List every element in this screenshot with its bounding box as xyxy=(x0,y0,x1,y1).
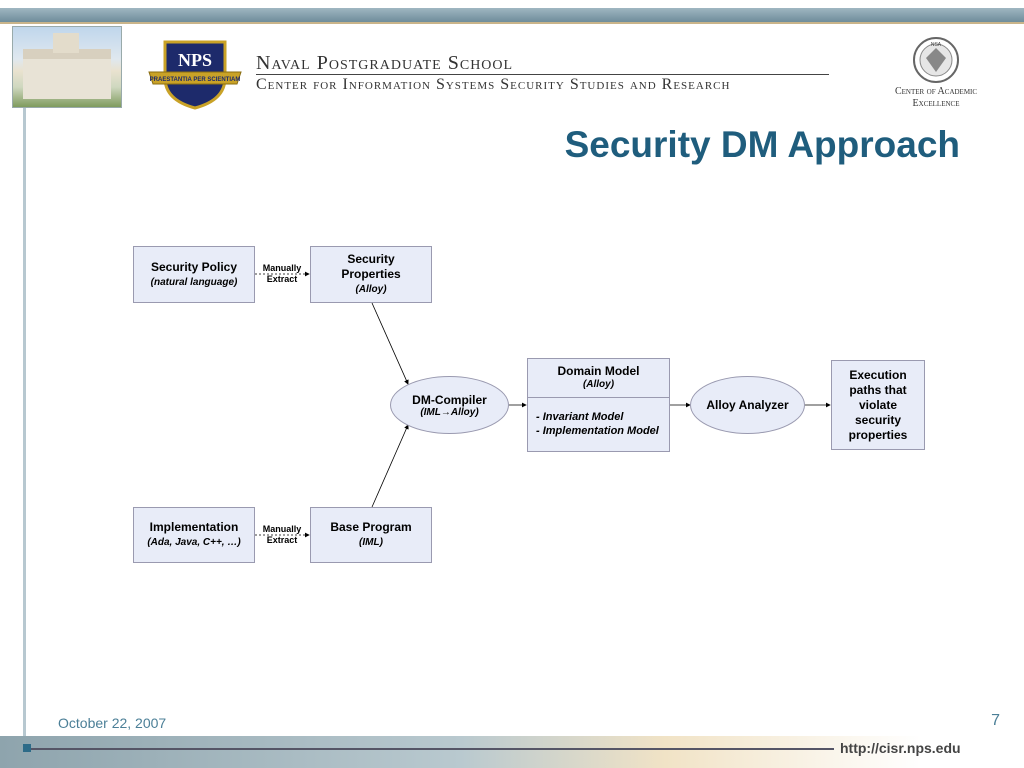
edge-label-top-line1: Manually xyxy=(262,263,302,273)
center-name: Center for Information Systems Security Studies and Research xyxy=(256,76,731,93)
edge-label-bottom xyxy=(257,524,307,546)
execution-paths-line2: paths that xyxy=(849,382,907,397)
implementation-title: Implementation xyxy=(149,520,239,534)
edge-label-top xyxy=(257,263,307,285)
execution-paths-line1: Execution xyxy=(849,367,907,382)
domain-model-sub: (Alloy) xyxy=(582,379,615,390)
domain-model-item1: - Invariant Model xyxy=(536,411,624,423)
edge-label-bottom-line2: Extract xyxy=(266,535,298,545)
edge-label-bottom-line1: Manually xyxy=(262,524,302,534)
implementation-sub: (Ada, Java, C++, …) xyxy=(147,537,241,548)
edge-properties-to-compiler xyxy=(372,303,408,384)
page-number: 7 xyxy=(991,712,1000,729)
domain-model-item2: - Implementation Model xyxy=(536,425,659,437)
dm-compiler-node xyxy=(390,376,509,434)
domain-model-title: Domain Model xyxy=(557,364,640,378)
cae-line2: Excellence xyxy=(912,98,960,109)
security-properties-box xyxy=(310,246,432,303)
footer-rule xyxy=(28,748,834,750)
svg-text:PRAESTANTIA PER SCIENTIAM: PRAESTANTIA PER SCIENTIAM xyxy=(149,77,241,83)
svg-text:NSA: NSA xyxy=(930,42,942,48)
security-policy-sub: (natural language) xyxy=(150,276,238,288)
dm-compiler-sub: (IML→Alloy) xyxy=(420,406,479,418)
base-program-title: Base Program xyxy=(330,520,412,534)
alloy-analyzer-node xyxy=(690,376,805,434)
slide-date: October 22, 2007 xyxy=(58,715,167,731)
footer-marker xyxy=(23,744,31,752)
security-policy-box xyxy=(133,246,255,303)
execution-paths-line3: violate xyxy=(858,397,897,412)
domain-model-body xyxy=(528,398,669,438)
security-properties-title2: Properties xyxy=(341,267,401,281)
implementation-box xyxy=(133,507,255,563)
security-properties-sub: (Alloy) xyxy=(355,284,387,295)
dm-compiler-title: DM-Compiler xyxy=(412,392,487,407)
execution-paths-line4: security xyxy=(854,412,902,427)
base-program-box xyxy=(310,507,432,563)
svg-text:NPS: NPS xyxy=(177,50,213,70)
cae-line1: Center of Academic xyxy=(894,86,978,97)
security-policy-title: Security Policy xyxy=(150,259,238,274)
edge-base-to-compiler xyxy=(372,425,408,507)
edge-label-top-line2: Extract xyxy=(266,274,298,284)
domain-model-box xyxy=(527,358,670,452)
footer-url: http://cisr.nps.edu xyxy=(840,740,961,756)
security-properties-title1: Security xyxy=(347,252,395,266)
alloy-analyzer-title: Alloy Analyzer xyxy=(706,398,789,412)
domain-model-header xyxy=(528,359,669,398)
execution-paths-box xyxy=(831,360,925,450)
school-name: Naval Postgraduate School xyxy=(256,52,514,74)
slide-title: Security DM Approach xyxy=(564,124,960,165)
base-program-sub: (IML) xyxy=(359,537,383,548)
execution-paths-line5: properties xyxy=(848,427,908,442)
